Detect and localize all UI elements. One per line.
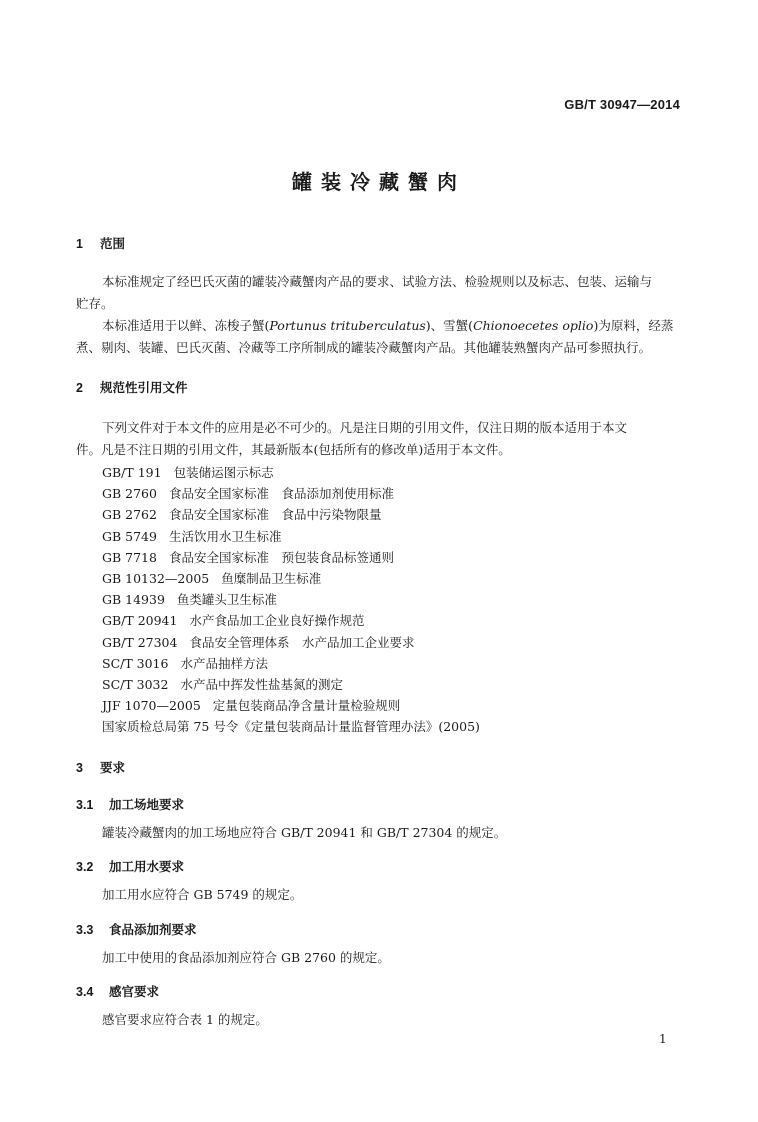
text-line: 感官要求应符合表 1 的规定。 [102, 1012, 268, 1027]
section-title: 要求 [100, 760, 126, 775]
standard-code: GB/T 30947—2014 [564, 97, 680, 112]
page-number: 1 [659, 1032, 667, 1046]
reference-code: GB 5749 [102, 528, 157, 544]
reference-title: 鱼糜制品卫生标准 [221, 571, 322, 587]
section-title: 感官要求 [109, 984, 160, 999]
reference-title: 食品安全管理体系 水产品加工企业要求 [189, 634, 415, 650]
section-title: 范围 [100, 236, 126, 251]
reference-title: 定量包装商品净含量计量检验规则 [212, 698, 401, 714]
references-intro [76, 417, 686, 461]
reference-item [102, 526, 480, 547]
reference-item [102, 462, 480, 483]
reference-code: GB 14939 [102, 592, 165, 608]
reference-item [102, 483, 480, 504]
scope-paragraph-1 [76, 271, 686, 315]
reference-item [102, 695, 480, 716]
reference-item [102, 589, 480, 610]
section-3-2-heading [76, 857, 184, 875]
section-1-heading [76, 234, 125, 252]
section-3-2-text [76, 884, 686, 906]
reference-item [102, 632, 480, 653]
section-2-heading [76, 378, 188, 396]
reference-title: 食品安全国家标准 食品添加剂使用标准 [168, 486, 394, 502]
section-3-4-text [76, 1009, 686, 1031]
reference-code: GB/T 191 [102, 465, 162, 480]
reference-title: 食品安全国家标准 食品中污染物限量 [168, 507, 382, 523]
section-title: 食品添加剂要求 [109, 922, 197, 937]
reference-code: GB/T 20941 [102, 613, 178, 629]
reference-title: 水产品抽样方法 [180, 655, 268, 671]
reference-title: 水产品中挥发性盐基氮的测定 [180, 677, 343, 693]
section-number: 2 [76, 381, 83, 395]
reference-item [102, 653, 480, 674]
reference-code: JJF 1070—2005 [102, 698, 201, 714]
reference-item [102, 610, 480, 631]
text-fragment: )为原料，经蒸 [593, 318, 674, 333]
text-fragment: 本标准适用于以鲜、冻梭子蟹( [102, 318, 270, 333]
text-line: 罐装冷藏蟹肉的加工场地应符合 GB/T 20941 和 GB/T 27304 的规定。 [102, 825, 507, 840]
reference-code: GB 7718 [102, 549, 157, 565]
reference-item [102, 504, 480, 525]
reference-code: GB/T 27304 [102, 634, 178, 650]
text-line: 本标准规定了经巴氏灭菌的罐装冷藏蟹肉产品的要求、试验方法、检验规则以及标志、包装、运输与 [102, 274, 653, 289]
species-name: Chionoecetes oplio [473, 318, 594, 333]
text-line: 煮、剔肉、装罐、巴氏灭菌、冷藏等工序所制成的罐装冷藏蟹肉产品。其他罐装熟蟹肉产品可参照执行。 [76, 340, 652, 355]
reference-list [102, 462, 480, 738]
text-line: 件。凡是不注日期的引用文件，其最新版本(包括所有的修改单)适用于本文件。 [76, 442, 511, 457]
section-3-3-text [76, 947, 686, 969]
section-3-3-heading [76, 920, 197, 938]
reference-title: 水产食品加工企业良好操作规范 [189, 613, 365, 629]
section-title: 加工场地要求 [109, 797, 185, 812]
section-number: 1 [76, 237, 83, 251]
reference-item [102, 674, 480, 695]
reference-item [102, 568, 480, 589]
scope-paragraph-2 [76, 315, 686, 359]
section-3-1-heading [76, 795, 184, 813]
section-title: 规范性引用文件 [100, 380, 188, 395]
reference-title: 国家质检总局第 75 号令《定量包装商品计量监督管理办法》(2005) [102, 719, 480, 735]
reference-code: SC/T 3032 [102, 677, 169, 693]
reference-code: SC/T 3016 [102, 655, 169, 671]
text-fragment: )、雪蟹( [425, 318, 474, 333]
section-number: 3.4 [76, 985, 94, 999]
reference-item [102, 547, 480, 568]
reference-title: 食品安全国家标准 预包装食品标签通则 [168, 549, 394, 565]
reference-title: 鱼类罐头卫生标准 [176, 592, 277, 608]
reference-title: 生活饮用水卫生标准 [168, 528, 282, 544]
text-line: 加工用水应符合 GB 5749 的规定。 [102, 887, 303, 902]
reference-code: GB 10132—2005 [102, 571, 210, 587]
reference-code: GB 2760 [102, 486, 157, 502]
section-3-1-text [76, 822, 686, 844]
section-number: 3 [76, 761, 83, 775]
section-title: 加工用水要求 [109, 859, 185, 874]
section-number: 3.3 [76, 923, 94, 937]
text-line: 加工中使用的食品添加剂应符合 GB 2760 的规定。 [102, 950, 390, 965]
species-name: Portunus trituberculatus [269, 318, 426, 333]
section-number: 3.1 [76, 798, 94, 812]
text-line [76, 315, 686, 337]
text-line: 贮存。 [76, 296, 114, 311]
reference-item [102, 716, 480, 737]
reference-title: 包装储运图示标志 [173, 465, 274, 480]
document-title: 罐装冷藏蟹肉 [292, 170, 466, 194]
section-3-4-heading [76, 982, 159, 1000]
section-3-heading [76, 758, 125, 776]
text-line: 下列文件对于本文件的应用是必不可少的。凡是注日期的引用文件，仅注日期的版本适用于本文 [102, 420, 628, 435]
section-number: 3.2 [76, 860, 94, 874]
reference-code: GB 2762 [102, 507, 157, 523]
